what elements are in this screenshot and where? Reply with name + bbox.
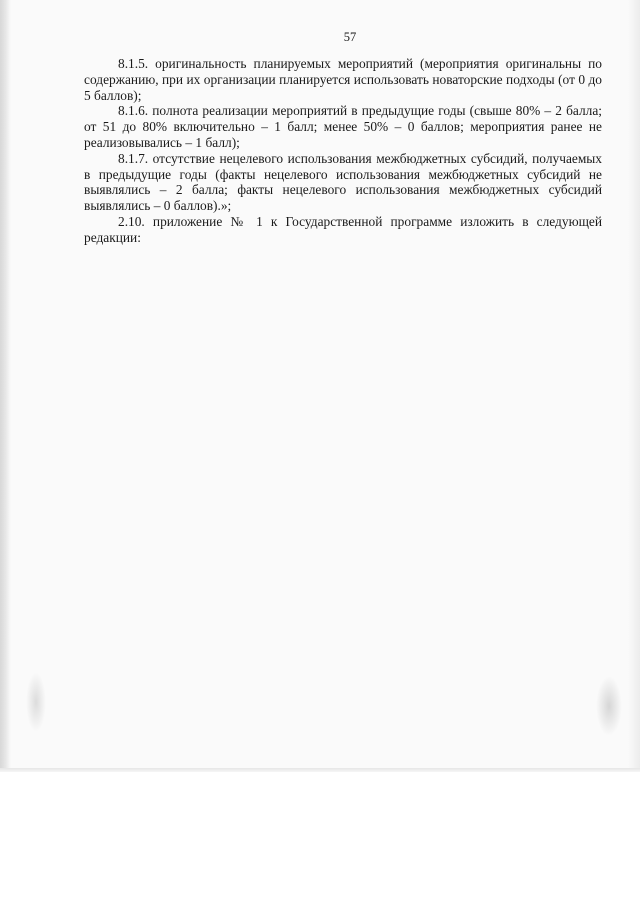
- binding-shadow: [0, 0, 10, 770]
- clause-8-1-7: 8.1.7. отсутствие нецелевого использования межбюджетных субсидий, получаемых в предыдущие годы (факты нецелевого использования межбюджетных субсидий не выявлялись – 2 балла; факты нецелевого использования межбюджетных субсидий выявлялись – 0 баллов).»;: [84, 150, 602, 214]
- clause-8-1-5: 8.1.5. оригинальность планируемых мероприятий (мероприятия оригинальны по содержанию, при их организации планируется использовать новаторские подходы (от 0 до 5 баллов);: [84, 56, 602, 103]
- document-body: [84, 56, 602, 246]
- scan-smudge-left: [26, 672, 46, 732]
- clause-8-1-6: 8.1.6. полнота реализации мероприятий в предыдущие годы (свыше 80% – 2 балла; от 51 до 80% включительно – 1 балл; менее 50% – 0 баллов; мероприятия ранее не реализовывались – 1 балл);: [84, 103, 602, 150]
- scan-bottom-edge: [0, 768, 640, 772]
- page-number: 57: [343, 30, 357, 44]
- scan-smudge-right: [596, 676, 622, 736]
- clause-2-10: 2.10. приложение № 1 к Государственной программе изложить в следующей редакции:: [84, 213, 602, 245]
